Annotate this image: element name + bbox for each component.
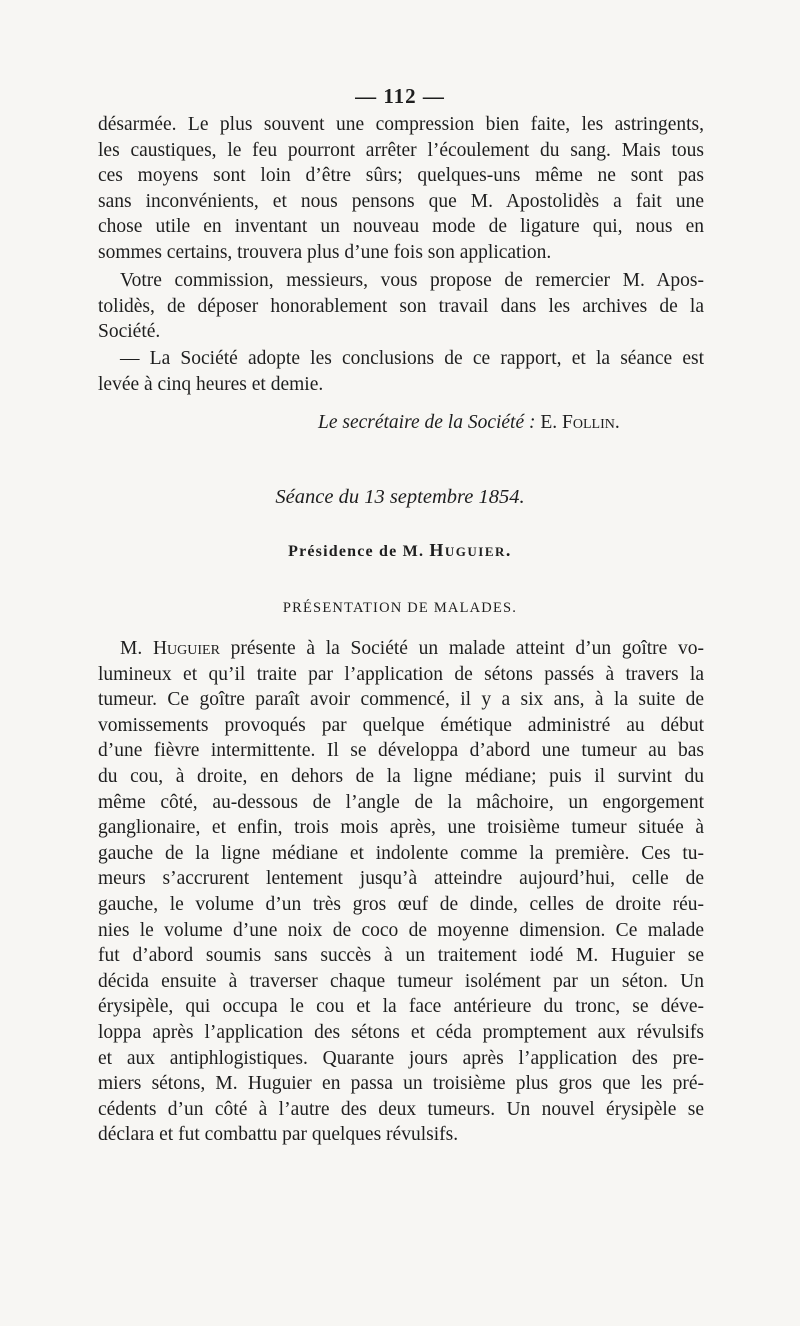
text-line: meurs s’accrurent lentement jusqu’à atteindre aujourd’hui, celle de xyxy=(98,868,704,890)
speaker-name: Huguier xyxy=(152,638,220,659)
text-line: cédents d’un côté à l’autre des deux tumeurs. Un nouvel érysipèle se xyxy=(98,1098,704,1120)
presidency-prefix: Présidence de M. xyxy=(288,543,425,560)
signature-label: Le secrétaire de la Société : xyxy=(318,412,536,433)
text-line: même côté, au-dessous de l’angle de la mâchoire, un engorgement xyxy=(98,791,704,813)
commission-paragraph xyxy=(98,268,704,345)
text-line: tolidès, de déposer honorablement son travail dans les archives de la xyxy=(98,295,704,317)
text-line: ces moyens sont loin d’être sûrs; quelques-uns même ne sont pas xyxy=(98,165,704,187)
text-line: — La Société adopte les conclusions de ce rapport, et la séance est xyxy=(120,348,704,369)
text-line-first xyxy=(98,636,704,662)
text-line: sommes certains, trouvera plus d’une fois son application. xyxy=(98,241,552,263)
text-line: fut d’abord soumis sans succès à un traitement iodé M. Huguier se xyxy=(98,945,704,967)
text-line: les caustiques, le feu pourront arrêter l’écoulement du sang. Mais tous xyxy=(98,139,704,161)
text-line: Société. xyxy=(98,321,161,343)
text-line: gauche, le volume d’un très gros œuf de dinde, celles de droite réu- xyxy=(98,893,704,915)
text-line: levée à cinq heures et demie. xyxy=(98,373,324,395)
text-line: lumineux et qu’il traite par l’application de sétons passés à travers la xyxy=(98,663,704,685)
body-paragraph xyxy=(98,636,704,1148)
intro-paragraph xyxy=(98,112,704,266)
text-line: d’une fièvre intermittente. Il se développa d’abord une tumeur au bas xyxy=(98,740,704,762)
text-line: érysipèle, qui occupa le cou et la face antérieure du tronc, se déve- xyxy=(98,996,704,1018)
presidency-name: Huguier. xyxy=(429,540,512,560)
text-line: sans inconvénients, et nous pensons que M. Apostolidès a fait une xyxy=(98,190,704,212)
session-title: Séance du 13 septembre 1854. xyxy=(275,486,525,508)
text-line: miers sétons, M. Huguier en passa un troisième plus gros que les pré- xyxy=(98,1073,704,1095)
text-line: du cou, à droite, en dehors de la ligne médiane; puis il survint du xyxy=(98,765,704,787)
text-line: gauche de la ligne médiane et indolente comme la première. Ces tu- xyxy=(98,842,704,864)
adoption-paragraph xyxy=(98,346,704,397)
text-line: tumeur. Ce goître paraît avoir commencé, il y a six ans, à la suite de xyxy=(98,689,704,711)
text-line: décida ensuite à traverser chaque tumeur isolément par un séton. Un xyxy=(98,970,704,992)
speaker-prefix: M. xyxy=(120,638,143,659)
first-line-rest: présente à la Société un malade atteint d’un goître vo- xyxy=(230,638,705,659)
text-line: loppa après l’application des sétons et céda promptement aux révulsifs xyxy=(98,1021,704,1043)
text-line: désarmée. Le plus souvent une compression bien faite, les astringents, xyxy=(98,114,704,135)
text-line: Votre commission, messieurs, vous propose de remercier M. Apos- xyxy=(120,270,704,291)
signature-name: E. Follin. xyxy=(540,412,620,433)
text-line: chose utile en inventant un nouveau mode de ligature qui, nous en xyxy=(98,216,704,238)
text-line: vomissements provoqués par quelque émétique administré au début xyxy=(98,714,704,736)
text-line: ganglionaire, et enfin, trois mois après, une troisième tumeur située à xyxy=(98,817,704,839)
text-line: et aux antiphlogistiques. Quarante jours après l’application des pre- xyxy=(98,1047,704,1069)
text-line: nies le volume d’une noix de coco de moyenne dimension. Ce malade xyxy=(98,919,704,941)
section-heading: PRÉSENTATION DE MALADES. xyxy=(282,600,518,616)
signature xyxy=(318,410,620,435)
text-line: déclara et fut combattu par quelques révulsifs. xyxy=(98,1124,459,1146)
page-number: — 112 — xyxy=(355,84,445,108)
presidency-line xyxy=(0,540,800,561)
